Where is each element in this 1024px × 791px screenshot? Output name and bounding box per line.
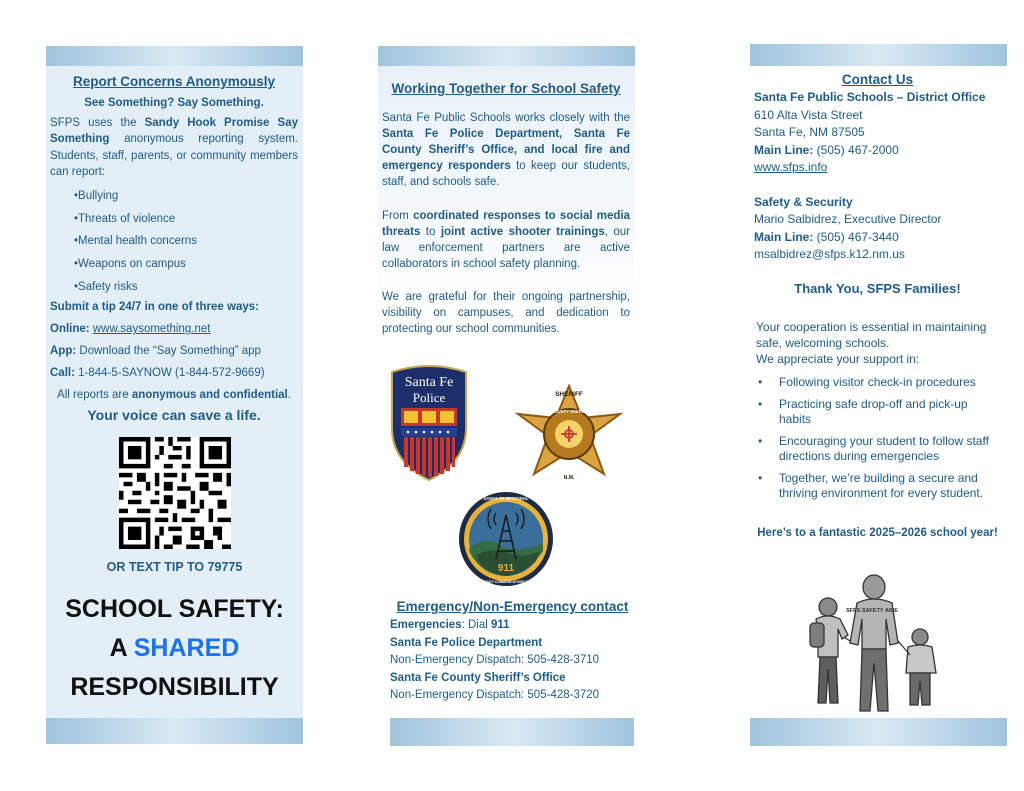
svg-text:N.M.: N.M. <box>563 475 575 481</box>
text-tip: OR TEXT TIP TO 79775 <box>106 560 243 574</box>
security-heading: Safety & Security <box>754 194 853 209</box>
page-title: SCHOOL SAFETY: A SHARED RESPONSIBILITY <box>65 595 284 701</box>
left-bottom-band <box>46 718 303 744</box>
list-item: • Following visitor check-in procedures <box>758 375 976 389</box>
list-item: •Mental health concerns <box>74 235 197 248</box>
sfps-website-link[interactable]: www.sfps.info <box>754 160 828 174</box>
regional-911-logo <box>458 491 554 587</box>
district-office: Santa Fe Public Schools – District Office <box>754 90 986 104</box>
director-name: Mario Salbidrez, Executive Director <box>754 212 942 226</box>
qr-code <box>119 437 231 549</box>
svg-text:Santa Fe: Santa Fe <box>404 375 454 390</box>
support-list <box>754 375 1001 501</box>
emergencies-row: Emergencies: Dial 911 <box>390 619 510 631</box>
security-email: msalbidrez@sfps.k12.nm.us <box>754 247 905 261</box>
svg-text:SANTA FE REGIONAL: SANTA FE REGIONAL <box>483 496 529 501</box>
list-item: •Safety risks <box>74 280 138 293</box>
sheriff-nonemergency: Non-Emergency Dispatch: 505-428-3720 <box>390 689 600 701</box>
police-dept-name: Santa Fe Police Department <box>390 636 543 649</box>
submit-heading: Submit a tip 24/7 in one of three ways: <box>50 301 259 314</box>
middle-panel <box>378 66 635 718</box>
address-line1: 610 Alta Vista Street <box>754 107 863 122</box>
partners-heading: Working Together for School Safety <box>391 81 621 96</box>
report-subheading: See Something? Say Something. <box>84 97 264 109</box>
closing-line: Here’s to a fantastic 2025–2026 school year! <box>757 527 998 539</box>
left-panel <box>46 66 303 718</box>
police-patch-logo <box>388 364 470 482</box>
address-line2: Santa Fe, NM 87505 <box>754 125 865 139</box>
shared-word: SHARED <box>133 634 240 662</box>
svg-text:EMERGENCY COMMUNICATIONS CENTE: EMERGENCY COMMUNICATIONS CENTER <box>473 580 539 584</box>
svg-text:Police: Police <box>412 390 446 405</box>
cooperation-text: Your cooperation is essential in maintaining safe, welcoming schools. <box>756 320 987 350</box>
partners-p2: From coordinated responses to social media threats to joint active shooter trainings, our law enforcement partners are active collaborators in school safety planning. <box>382 210 631 270</box>
report-intro: SFPS uses the Sandy Hook Promise Say Something anonymous reporting system. Students, staff, parents, or community members can report: <box>50 117 298 178</box>
svg-text:SANTA FE COUNTY SHERIFF'S OFFI: SANTA FE COUNTY SHERIFF'S OFFICE <box>529 409 609 414</box>
report-list <box>50 185 298 298</box>
middle-bottom-band <box>390 718 634 746</box>
saysomething-link[interactable]: www.saysomething.net <box>92 323 211 336</box>
list-item: •Threats of violence <box>74 212 176 225</box>
list-item: • Practicing safe drop-off and pick-up habits <box>758 397 968 426</box>
sheriff-office-name: Santa Fe County Sheriff’s Office <box>390 671 566 684</box>
emergency-contact-block <box>390 598 635 705</box>
call-row: Call: 1-844-5-SAYNOW (1-844-572-9669) <box>50 367 265 380</box>
partners-p3: We are grateful for their ongoing partnership, visibility on campuses, and dedication to protecting our school communities. <box>382 291 630 335</box>
right-panel <box>750 66 1007 718</box>
list-item: • Together, we’re building a secure and thriving environment for every student. <box>758 471 984 500</box>
security-line: Main Line: (505) 467-3440 <box>754 229 899 244</box>
app-row: App: Download the “Say Something” app <box>50 345 261 358</box>
list-item: •Weapons on campus <box>74 257 186 270</box>
middle-top-band <box>378 46 635 66</box>
main-line: Main Line: (505) 467-2000 <box>754 142 899 157</box>
right-bottom-band <box>750 718 1007 746</box>
family-sketch-illustration <box>802 573 952 718</box>
emergency-heading: Emergency/Non-Emergency contact <box>396 599 629 614</box>
voice-tagline: Your voice can save a life. <box>87 407 261 424</box>
left-top-band <box>46 46 303 66</box>
partners-p1: Santa Fe Public Schools works closely with the Santa Fe Police Department, Santa Fe County Sheriff’s Office, and local fire and emergency responders to keep our students, staff, and schools safe. <box>382 112 630 188</box>
list-item: • Encouraging your student to follow staff directions during emergencies <box>758 434 989 463</box>
anonymous-note: All reports are anonymous and confidential. <box>57 389 291 402</box>
report-heading: Report Concerns Anonymously <box>72 74 276 89</box>
sheriff-badge-logo <box>504 384 634 484</box>
police-nonemergency: Non-Emergency Dispatch: 505-428-3710 <box>390 654 600 666</box>
appreciate-text: We appreciate your support in: <box>756 352 920 366</box>
online-row: Online: www.saysomething.net <box>50 323 211 336</box>
contact-heading: Contact Us <box>841 72 914 87</box>
thanks-heading: Thank You, SFPS Families! <box>794 280 961 296</box>
list-item: •Bullying <box>74 190 119 203</box>
svg-text:SFPS SAFETY AIDE: SFPS SAFETY AIDE <box>846 608 898 614</box>
right-top-band <box>750 44 1007 66</box>
svg-text:911: 911 <box>497 563 515 574</box>
svg-text:SHERIFF: SHERIFF <box>555 391 583 398</box>
